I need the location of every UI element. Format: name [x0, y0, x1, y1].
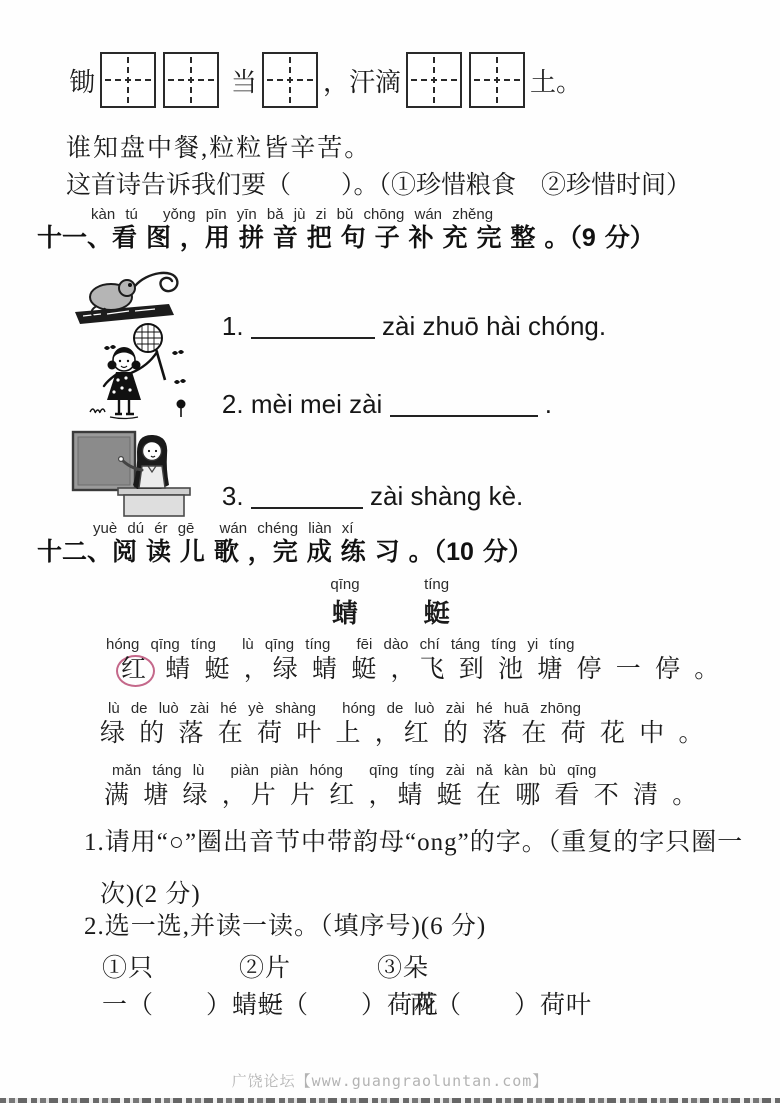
poem-line-3-text: 满 塘 绿 ，片 片 红 ，蜻 蜓 在 哪 看 不 清 。	[104, 782, 702, 809]
fill-line-char-before: 锄	[69, 67, 96, 97]
writing-box	[406, 52, 462, 108]
poem-line-1-pinyin: hóng qīng tíng lù qīng tíng fēi dào chí táng tíng yi tíng	[106, 636, 575, 653]
poem-line-3	[104, 762, 701, 813]
writing-box	[262, 52, 318, 108]
fill-phrase-3: 两（ ）荷叶	[410, 992, 593, 1019]
fill-line-char-after: 土。	[530, 67, 583, 97]
question-1-line-2: 次)(2 分)	[100, 881, 201, 908]
girl-catching-butterflies-image	[86, 320, 198, 422]
item-2-text: mèi mei zài	[250, 389, 390, 419]
item-3-blank	[251, 483, 363, 509]
poem-title-hanzi-1: 蜻	[331, 598, 358, 628]
fill-phrase-1: 一（ ）蜻蜓	[102, 992, 285, 1019]
poem-second-line: 谁知盘中餐,粒粒皆辛苦。	[66, 135, 372, 162]
poem-title-pinyin-2: tíng	[424, 576, 450, 593]
item-3-text: zài shàng kè.	[362, 481, 524, 511]
writing-box	[100, 52, 156, 108]
poem-title-char-1	[330, 576, 359, 630]
item-2-blank	[390, 391, 538, 417]
item-2-sentence	[193, 358, 552, 451]
poem-line-2-text: 绿 的 落 在 荷 叶 上 ，红 的 落 在 荷 花 中 。	[100, 720, 708, 747]
section-11-pinyin: kàn tú yǒng pīn yīn bǎ jù zi bǔ chōng wán zhěng	[91, 206, 494, 223]
poem-title	[0, 576, 780, 630]
section-11-header	[37, 206, 655, 253]
fill-line-chars-mid2: ，汗滴	[323, 67, 402, 97]
poem-title-hanzi-2: 蜓	[423, 598, 450, 628]
option-3: ③朵	[377, 955, 430, 982]
poem-line-3-pinyin: mǎn táng lù piàn piàn hóng qīng tíng zài nǎ kàn bù qīng	[112, 762, 597, 779]
section-12-title: 十二、阅 读 儿 歌 ，完 成 练 习 。（10 分）	[37, 538, 533, 566]
circled-character: 红	[116, 655, 155, 687]
writing-box	[469, 52, 525, 108]
question-1-line-1: 1.请用“○”圈出音节中带韵母“ong”的字。（重复的字只圈一	[84, 829, 744, 856]
option-1: ①只	[102, 955, 155, 982]
item-1-text: zài zhuō hài chóng.	[374, 311, 607, 341]
poem-line-2-pinyin: lù de luò zài hé yè shàng hóng de luò zài hé huā zhōng	[108, 700, 581, 717]
section-11-title: 十一、看 图 ，用 拼 音 把 句 子 补 充 完 整 。（9 分）	[37, 224, 655, 252]
item-2-period: .	[537, 389, 552, 419]
poem-line-1	[102, 636, 723, 687]
poem-line-1-rest: 蜻 蜓 ，绿 蜻 蜓 ，飞 到 池 塘 停 一 停 。	[155, 656, 724, 683]
item-1-blank	[251, 313, 375, 339]
poem-line-1-text	[102, 653, 723, 687]
option-2: ②片	[239, 955, 292, 982]
item-2-number: 2.	[221, 389, 251, 419]
fill-phrase-2: 一（ ）荷花	[257, 992, 440, 1019]
fill-line-char-mid: 当	[231, 67, 258, 97]
fill-in-boxes-row	[64, 52, 587, 108]
item-3-number: 3.	[221, 481, 251, 511]
item-1-number: 1.	[221, 311, 251, 341]
site-watermark: 广饶论坛【www.guangraoluntan.com】	[231, 1072, 549, 1090]
teacher-at-blackboard-image	[70, 426, 192, 518]
poem-choice-question: 这首诗告诉我们要（ ）。（①珍惜粮食 ②珍惜时间）	[66, 172, 692, 199]
poem-title-char-2	[424, 576, 450, 630]
cutoff-text-strip	[0, 1098, 780, 1103]
section-12-header	[37, 520, 533, 567]
section-12-pinyin: yuè dú ér gē wán chéng liàn xí	[93, 520, 354, 537]
writing-box	[163, 52, 219, 108]
poem-line-2	[100, 700, 708, 751]
poem-title-pinyin-1: qīng	[330, 576, 360, 593]
question-2-text: 2.选一选,并读一读。（填序号)(6 分)	[84, 913, 487, 940]
